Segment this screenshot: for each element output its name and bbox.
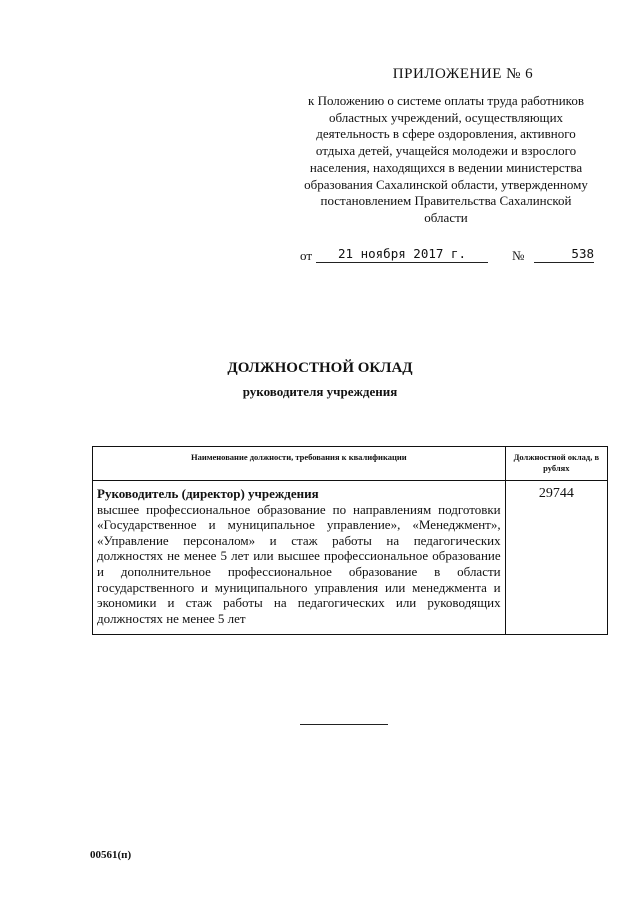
date-prefix: от [300, 248, 313, 263]
document-subtitle: руководителя учреждения [242, 384, 398, 399]
document-code: 00561(п) [90, 849, 132, 861]
appendix-basis-text: к Положению о системе оплаты труда работников областных учреждений, осуществляющих деятельность в сфере оздоровления, активного отдыха детей, учащейся молодежи и взрослого населения, находящихся в ведении министерства образования Сахалинской области, утвержденному постановлением Правительства Сахалинской области [304, 93, 588, 225]
approval-date-line [300, 246, 600, 266]
table-header-row [93, 447, 608, 481]
position-requirements: высшее профессиональное образование по направлениям подготовки «Государственное и муниципальное управление», «Менеджмент», «Управление персоналом» и стаж работы на педагогических должностях не менее 5 лет или высшее профессиональное образование и дополнительное профессиональное образование в области государственного и муниципального управления или менеджмента и экономики и стаж работы на педагогических или руководящих должностях не менее 5 лет [97, 501, 501, 626]
table-row [93, 481, 608, 635]
approval-date: 21 ноября 2017 г. [316, 246, 488, 263]
position-title: Руководитель (директор) учреждения [97, 486, 319, 501]
appendix-title: ПРИЛОЖЕНИЕ № 6 [392, 66, 534, 82]
salary-table [92, 446, 608, 635]
salary-amount: 29744 [505, 481, 607, 635]
position-cell [93, 481, 506, 635]
number-label: № [512, 248, 525, 263]
document-title: ДОЛЖНОСТНОЙ ОКЛАД [227, 360, 413, 376]
header-salary: Должностной оклад, в рублях [505, 447, 607, 481]
appendix-header [300, 66, 592, 227]
header-position: Наименование должности, требования к квалификации [93, 447, 506, 481]
end-divider [300, 724, 388, 725]
resolution-number: 538 [534, 246, 594, 263]
